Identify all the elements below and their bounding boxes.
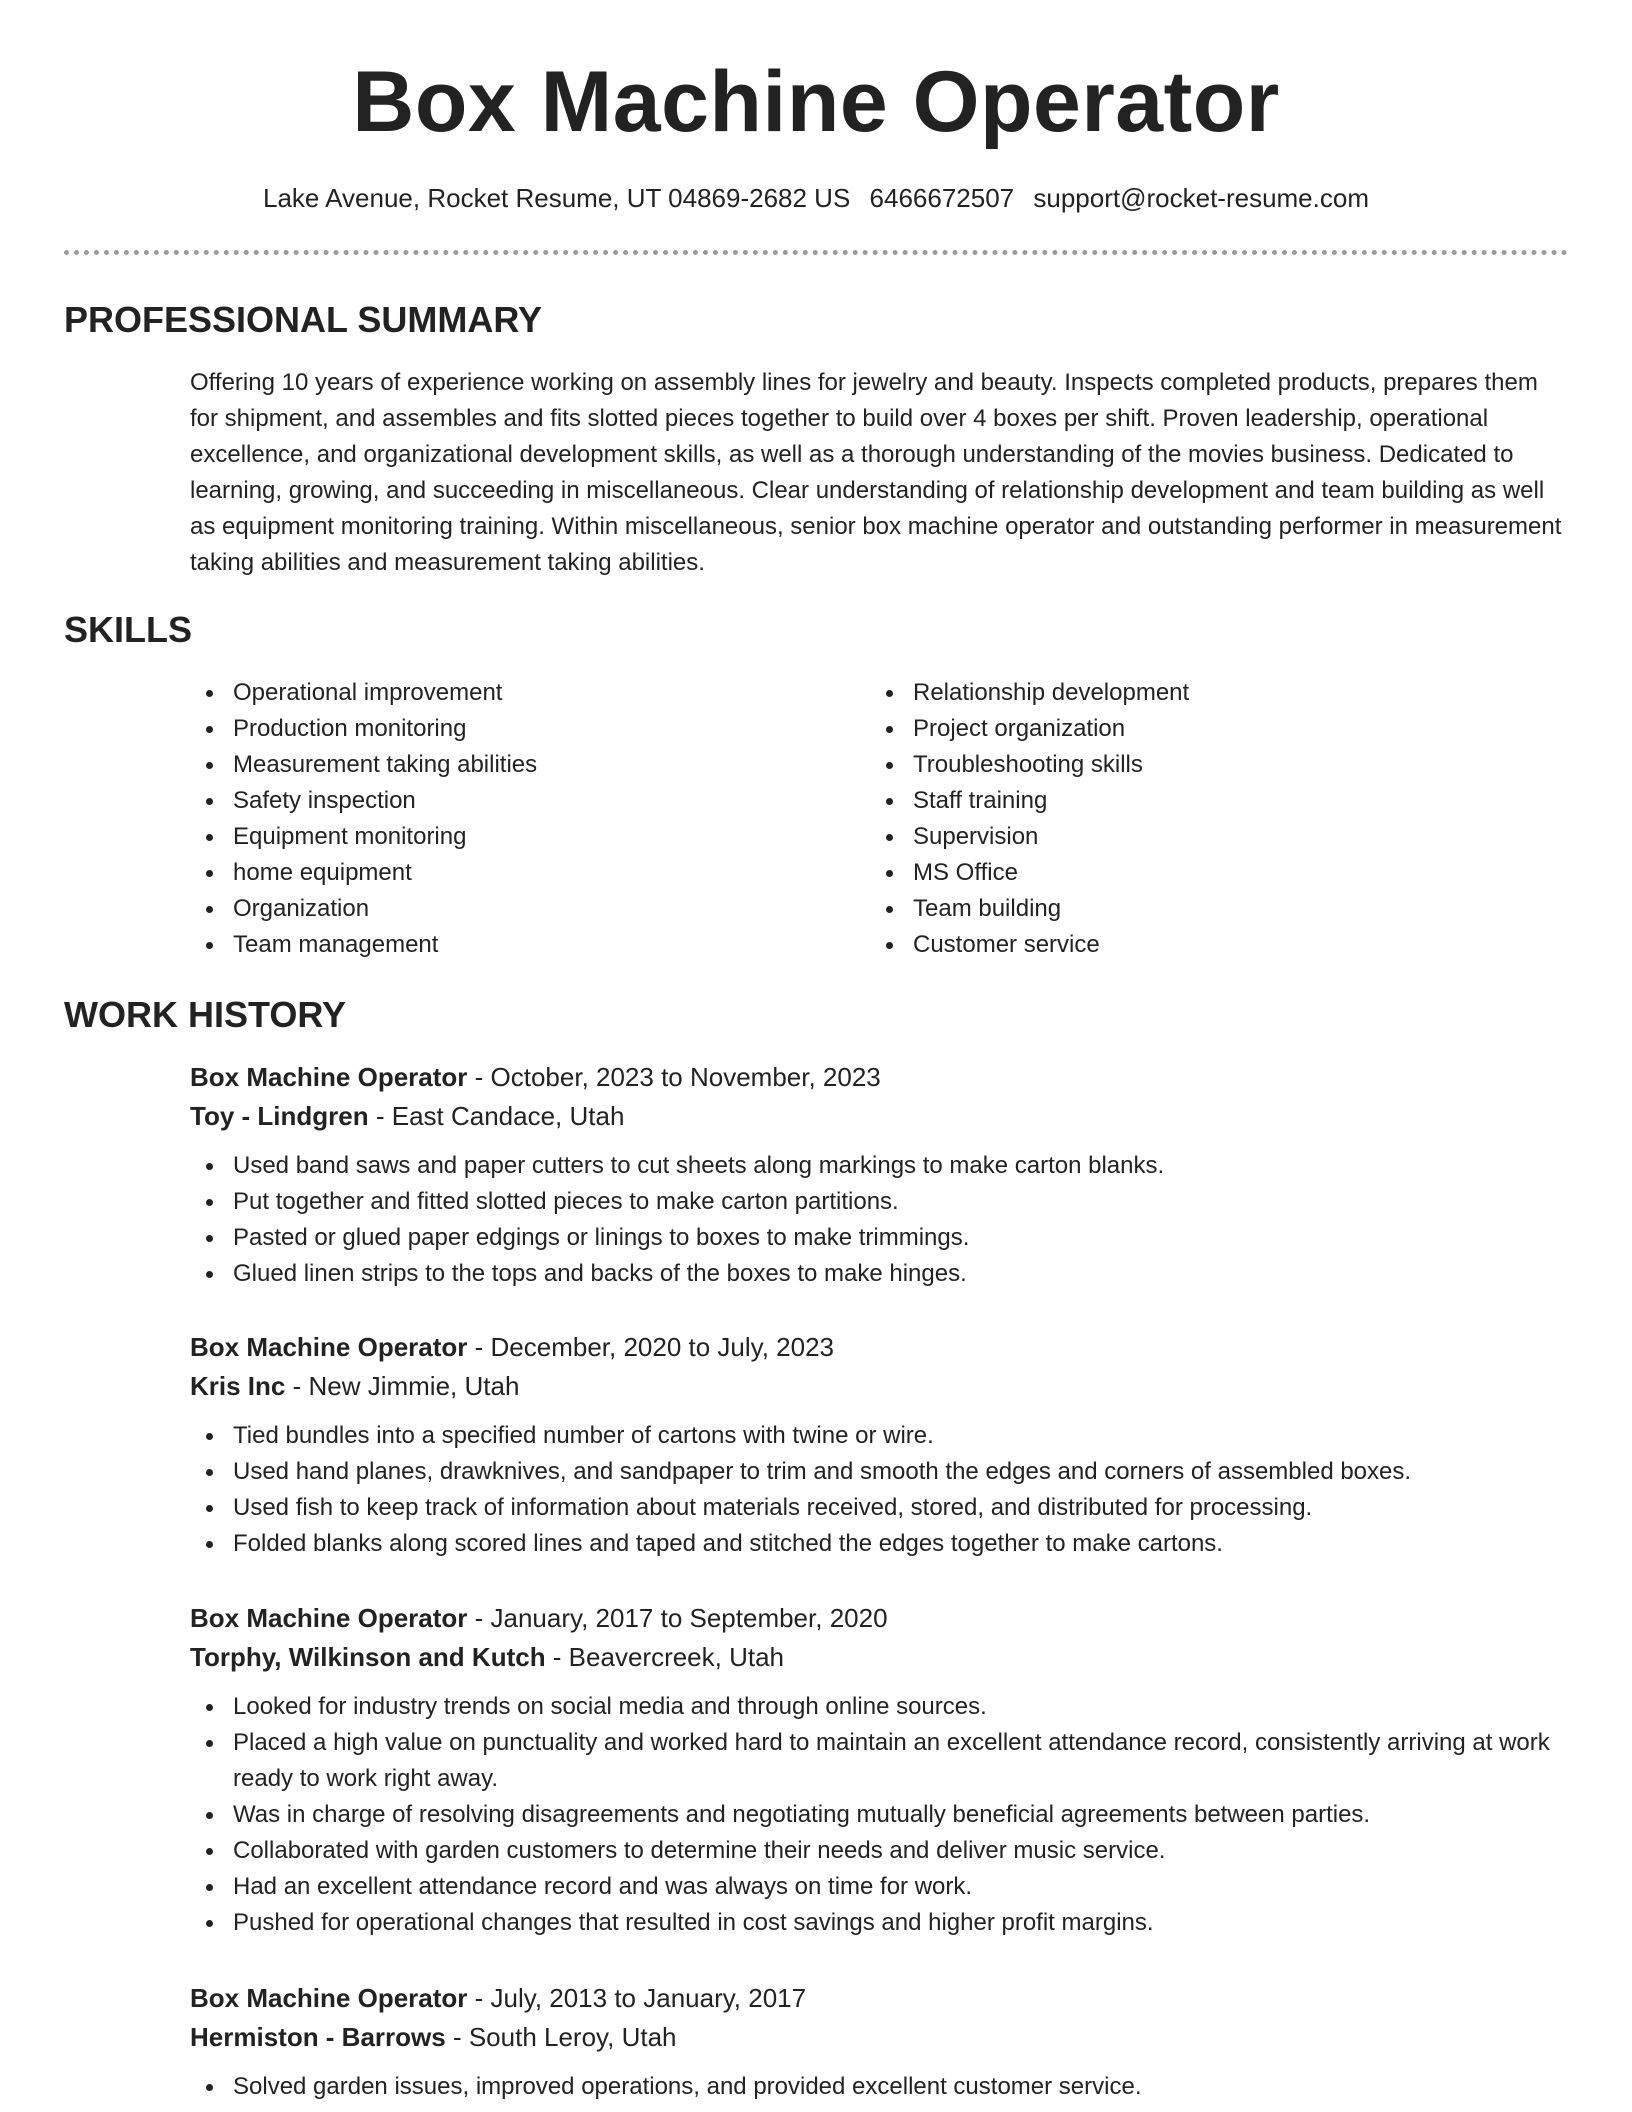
job-company: Toy - Lindgren	[190, 1101, 369, 1131]
job-company: Kris Inc	[190, 1371, 286, 1401]
job-duties	[190, 2069, 1570, 2105]
skills-list-right	[870, 675, 1510, 963]
job-duty: Placed a high value on punctuality and worked hard to maintain an excellent attendance record, consistently arriving at work ready to work right away.	[190, 1725, 1570, 1797]
job-role: Box Machine Operator	[190, 1062, 468, 1092]
skills-list-left	[190, 675, 830, 963]
job-location: - Beavercreek, Utah	[545, 1642, 785, 1672]
job-duty: Was in charge of resolving disagreements and negotiating mutually beneficial agreements between parties.	[190, 1797, 1570, 1833]
job-entry	[190, 1328, 1570, 1562]
job-entry	[190, 1979, 1570, 2105]
contact-line	[0, 178, 1632, 218]
skill-item: Safety inspection	[190, 783, 830, 819]
job-company-line	[190, 1097, 1570, 1136]
skill-item: Troubleshooting skills	[870, 747, 1510, 783]
job-dates: - July, 2013 to January, 2017	[467, 1983, 807, 2013]
job-duty: Used hand planes, drawknives, and sandpaper to trim and smooth the edges and corners of assembled boxes.	[190, 1454, 1570, 1490]
skill-item: Team building	[870, 891, 1510, 927]
contact-phone: 6466672507	[869, 183, 1015, 213]
summary-heading: PROFESSIONAL SUMMARY	[64, 299, 543, 340]
job-entry	[190, 1599, 1570, 1941]
job-duty: Collaborated with garden customers to determine their needs and deliver music service.	[190, 1833, 1570, 1869]
job-duty: Looked for industry trends on social media and through online sources.	[190, 1689, 1570, 1725]
job-title-line	[190, 1058, 1570, 1097]
job-role: Box Machine Operator	[190, 1983, 468, 2013]
candidate-name: Box Machine Operator	[352, 54, 1280, 150]
job-company-line	[190, 1367, 1570, 1406]
skill-item: Organization	[190, 891, 830, 927]
job-duty: Glued linen strips to the tops and backs of the boxes to make hinges.	[190, 1256, 1570, 1292]
summary-text: Offering 10 years of experience working on assembly lines for jewelry and beauty. Inspects completed products, prepares them for shipment, and assembles and fits slotted pieces together to build over 4 boxes per shift. Proven leadership, operational excellence, and organizational development skills, as well as a thorough understanding of the movies business. Dedicated to learning, growing, and succeeding in miscellaneous. Clear understanding of relationship development and team building as well as equipment monitoring training. Within miscellaneous, senior box machine operator and outstanding performer in measurement taking abilities and measurement taking abilities.	[190, 369, 1562, 576]
job-duty: Tied bundles into a specified number of cartons with twine or wire.	[190, 1418, 1570, 1454]
skill-item: Equipment monitoring	[190, 819, 830, 855]
job-role: Box Machine Operator	[190, 1603, 468, 1633]
job-title-line	[190, 1328, 1570, 1367]
job-duty: Folded blanks along scored lines and taped and stitched the edges together to make cartons.	[190, 1526, 1570, 1562]
job-duty: Used fish to keep track of information about materials received, stored, and distributed for processing.	[190, 1490, 1570, 1526]
job-entry	[190, 1058, 1570, 1292]
skill-item: Supervision	[870, 819, 1510, 855]
job-dates: - January, 2017 to September, 2020	[467, 1603, 888, 1633]
job-title-line	[190, 1979, 1570, 2018]
job-role: Box Machine Operator	[190, 1332, 468, 1362]
job-location: - South Leroy, Utah	[445, 2022, 677, 2052]
job-duty: Pasted or glued paper edgings or linings to boxes to make trimmings.	[190, 1220, 1570, 1256]
skill-item: Measurement taking abilities	[190, 747, 830, 783]
header-divider	[64, 250, 1568, 255]
job-duties	[190, 1418, 1570, 1562]
job-location: - East Candace, Utah	[368, 1101, 625, 1131]
job-company-line	[190, 2018, 1570, 2057]
skill-item: Project organization	[870, 711, 1510, 747]
job-duty: Had an excellent attendance record and was always on time for work.	[190, 1869, 1570, 1905]
job-company: Hermiston - Barrows	[190, 2022, 446, 2052]
skill-item: Team management	[190, 927, 830, 963]
job-title-line	[190, 1599, 1570, 1638]
contact-email: support@rocket-resume.com	[1033, 183, 1369, 213]
job-company: Torphy, Wilkinson and Kutch	[190, 1642, 546, 1672]
skill-item: Production monitoring	[190, 711, 830, 747]
contact-address: Lake Avenue, Rocket Resume, UT 04869-2682 US	[263, 183, 851, 213]
job-duty: Used band saws and paper cutters to cut sheets along markings to make carton blanks.	[190, 1148, 1570, 1184]
skill-item: Relationship development	[870, 675, 1510, 711]
skill-item: Staff training	[870, 783, 1510, 819]
job-duties	[190, 1689, 1570, 1941]
skill-item: Customer service	[870, 927, 1510, 963]
skill-item: MS Office	[870, 855, 1510, 891]
job-company-line	[190, 1638, 1570, 1677]
job-duties	[190, 1148, 1570, 1292]
job-duty: Pushed for operational changes that resulted in cost savings and higher profit margins.	[190, 1905, 1570, 1941]
work-history-heading: WORK HISTORY	[64, 994, 347, 1035]
job-dates: - December, 2020 to July, 2023	[467, 1332, 835, 1362]
job-duty: Solved garden issues, improved operations, and provided excellent customer service.	[190, 2069, 1570, 2105]
job-dates: - October, 2023 to November, 2023	[467, 1062, 881, 1092]
job-duty: Put together and fitted slotted pieces to make carton partitions.	[190, 1184, 1570, 1220]
skill-item: Operational improvement	[190, 675, 830, 711]
job-location: - New Jimmie, Utah	[285, 1371, 520, 1401]
skill-item: home equipment	[190, 855, 830, 891]
skills-heading: SKILLS	[64, 609, 193, 650]
